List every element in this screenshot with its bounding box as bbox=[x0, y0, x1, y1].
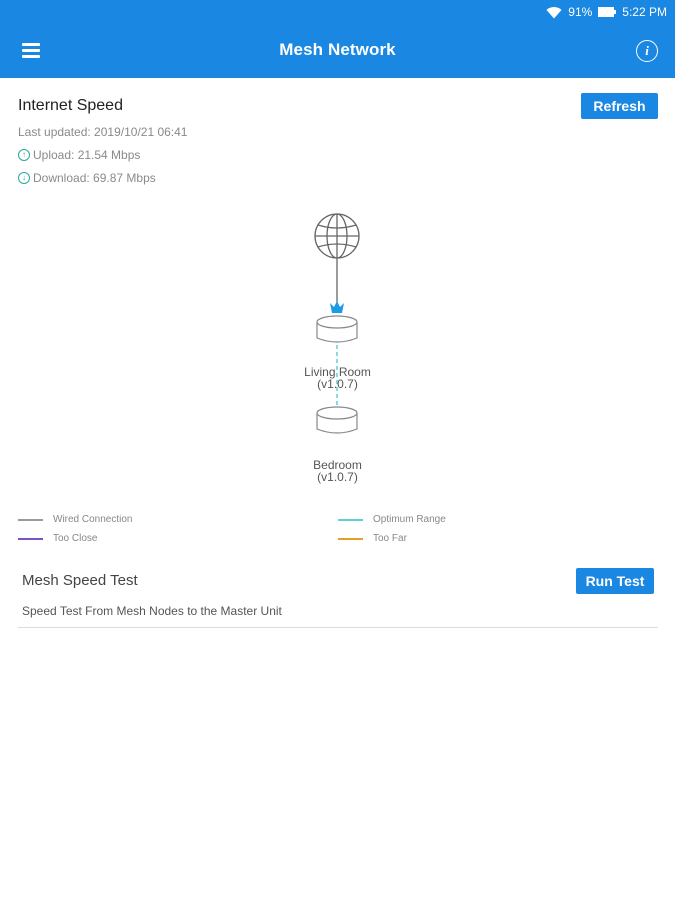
refresh-button[interactable]: Refresh bbox=[581, 93, 658, 119]
legend-label: Optimum Range bbox=[373, 514, 446, 525]
legend-label: Too Close bbox=[53, 533, 98, 544]
page-title: Mesh Network bbox=[279, 40, 396, 59]
upload-arrow-icon: ↑ bbox=[18, 149, 30, 161]
info-icon[interactable]: i bbox=[636, 40, 658, 62]
download-text: Download: 69.87 Mbps bbox=[33, 171, 156, 185]
legend-swatch bbox=[338, 519, 363, 521]
run-test-button[interactable]: Run Test bbox=[576, 568, 654, 594]
mesh-speed-test-description: Speed Test From Mesh Nodes to the Master Unit bbox=[22, 604, 282, 618]
upload-row bbox=[18, 148, 140, 162]
legend-wired-connection bbox=[18, 514, 132, 525]
legend-label: Too Far bbox=[373, 533, 407, 544]
legend-optimum-range bbox=[338, 514, 446, 525]
node-label-bedroom bbox=[0, 459, 675, 483]
legend-swatch bbox=[338, 538, 363, 540]
battery-percent: 91% bbox=[568, 5, 593, 19]
battery-icon bbox=[598, 7, 616, 17]
status-bar bbox=[546, 3, 667, 21]
mesh-topology-diagram bbox=[0, 205, 675, 495]
internet-speed-title: Internet Speed bbox=[18, 97, 123, 114]
node-name: Bedroom bbox=[313, 458, 362, 472]
wifi-icon bbox=[546, 6, 562, 19]
app-header bbox=[0, 0, 675, 78]
download-row bbox=[18, 171, 156, 185]
internet-globe-icon bbox=[315, 214, 359, 258]
router-node-living-room bbox=[317, 316, 357, 342]
node-name: Living Room bbox=[304, 365, 371, 379]
upload-text: Upload: 21.54 Mbps bbox=[33, 148, 141, 162]
node-version: (v1.0.7) bbox=[317, 470, 358, 484]
last-updated-text: Last updated: 2019/10/21 06:41 bbox=[18, 125, 188, 139]
legend-too-close bbox=[18, 533, 97, 544]
legend-label: Wired Connection bbox=[53, 514, 133, 525]
node-version: (v1.0.7) bbox=[317, 377, 358, 391]
last-updated bbox=[18, 125, 187, 139]
topology-graphics bbox=[0, 205, 675, 495]
legend-too-far bbox=[338, 533, 407, 544]
legend-swatch bbox=[18, 519, 43, 521]
download-arrow-icon: ↓ bbox=[18, 172, 30, 184]
mesh-speed-test-title: Mesh Speed Test bbox=[22, 572, 138, 589]
node-label-living-room bbox=[0, 366, 675, 390]
clock: 5:22 PM bbox=[622, 5, 667, 19]
legend-swatch bbox=[18, 538, 43, 540]
router-node-bedroom bbox=[317, 407, 357, 433]
master-node-crown-icon bbox=[330, 301, 344, 313]
divider bbox=[18, 627, 658, 628]
